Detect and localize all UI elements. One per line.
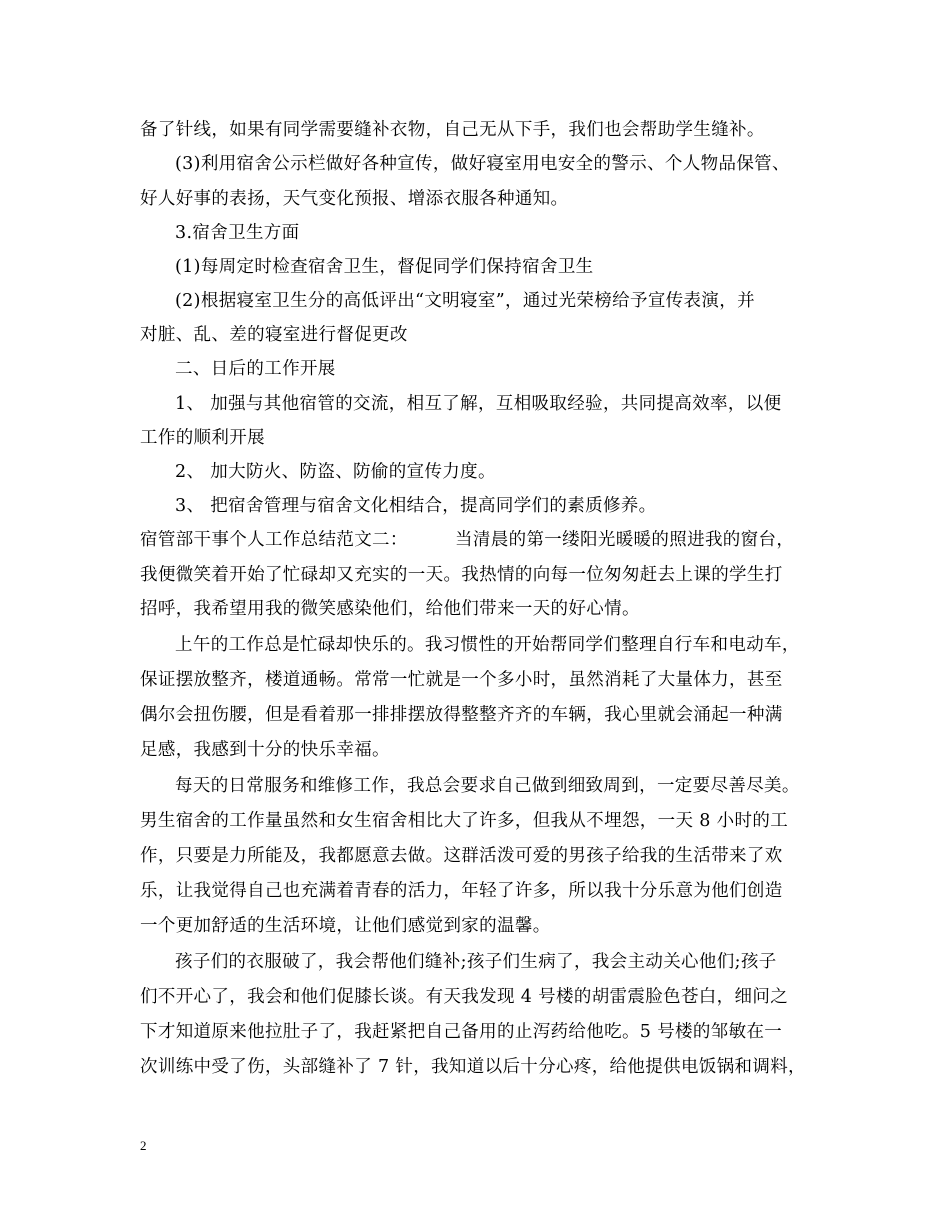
- text-line: 工作的顺利开展: [140, 428, 265, 448]
- text-line: (3)利用宿舍公示栏做好各种宣传，做好寝室用电安全的警示、个人物品保管、: [175, 154, 790, 174]
- text-line: 招呼，我希望用我的微笑感染他们，给他们带来一天的好心情。: [140, 599, 640, 619]
- text-line: 足感，我感到十分的快乐幸福。: [140, 740, 390, 760]
- text-line: 我便微笑着开始了忙碌却又充实的一天。我热情的向每一位匆匆赶去上课的学生打: [140, 565, 783, 585]
- text-line: 孩子们的衣服破了，我会帮他们缝补;孩子们生病了，我会主动关心他们;孩子: [175, 952, 777, 972]
- text-line: (1)每周定时检查宿舍卫生，督促同学们保持宿舍卫生: [175, 257, 594, 277]
- text-line: 作，只要是力所能及，我都愿意去做。这群活泼可爱的男孩子给我的生活带来了欢: [140, 846, 783, 866]
- text-line: 每天的日常服务和维修工作，我总会要求自己做到细致周到，一定要尽善尽美。: [175, 776, 800, 796]
- text-line: 下才知道原来他拉肚子了，我赶紧把自己备用的止泻药给他吃。5 号楼的邹敏在一: [140, 1022, 783, 1042]
- text-line: 2、 加大防火、防盗、防偷的宣传力度。: [175, 462, 496, 482]
- page-number: 2: [140, 1138, 147, 1153]
- text-line: 男生宿舍的工作量虽然和女生宿舍相比大了许多，但我从不埋怨，一天 8 小时的工: [140, 811, 789, 831]
- text-line: 保证摆放整齐，楼道通畅。常常一忙就是一个多小时，虽然消耗了大量体力，甚至: [140, 670, 783, 690]
- text-line: 们不开心了，我会和他们促膝长谈。有天我发现 4 号楼的胡雷震脸色苍白，细问之: [140, 987, 789, 1007]
- text-line: 次训练中受了伤，头部缝补了 7 针，我知道以后十分心疼，给他提供电饭锅和调料，: [140, 1057, 806, 1077]
- section-heading: 3.宿舍卫生方面: [175, 223, 300, 243]
- text-line: 一个更加舒适的生活环境，让他们感觉到家的温馨。: [140, 916, 551, 936]
- text-line: 上午的工作总是忙碌却快乐的。我习惯性的开始帮同学们整理自行车和电动车，: [175, 635, 800, 655]
- text-line: 乐，让我觉得自己也充满着青春的活力，年轻了许多，所以我十分乐意为他们创造: [140, 881, 783, 901]
- section-heading: 二、日后的工作开展: [175, 359, 336, 379]
- text-line: 3、 把宿舍管理与宿舍文化相结合，提高同学们的素质修养。: [175, 496, 657, 516]
- article-title-line: 宿管部干事个人工作总结范文二： 当清晨的第一缕阳光暖暖的照进我的窗台，: [140, 530, 795, 550]
- text-line: (2)根据寝室卫生分的高低评出“文明寝室”，通过光荣榜给予宣传表演，并: [175, 291, 755, 311]
- text-line: 好人好事的表扬，天气变化预报、增添衣服各种通知。: [140, 189, 569, 209]
- text-line: 偶尔会扭伤腰，但是看着那一排排摆放得整整齐齐的车辆，我心里就会涌起一种满: [140, 705, 783, 725]
- text-line: 1、 加强与其他宿管的交流，相互了解，互相吸取经验，共同提高效率，以便: [175, 394, 782, 414]
- text-line: 对脏、乱、差的寝室进行督促更改: [140, 325, 408, 345]
- text-line: 备了针线，如果有同学需要缝补衣物，自己无从下手，我们也会帮助学生缝补。: [140, 120, 765, 140]
